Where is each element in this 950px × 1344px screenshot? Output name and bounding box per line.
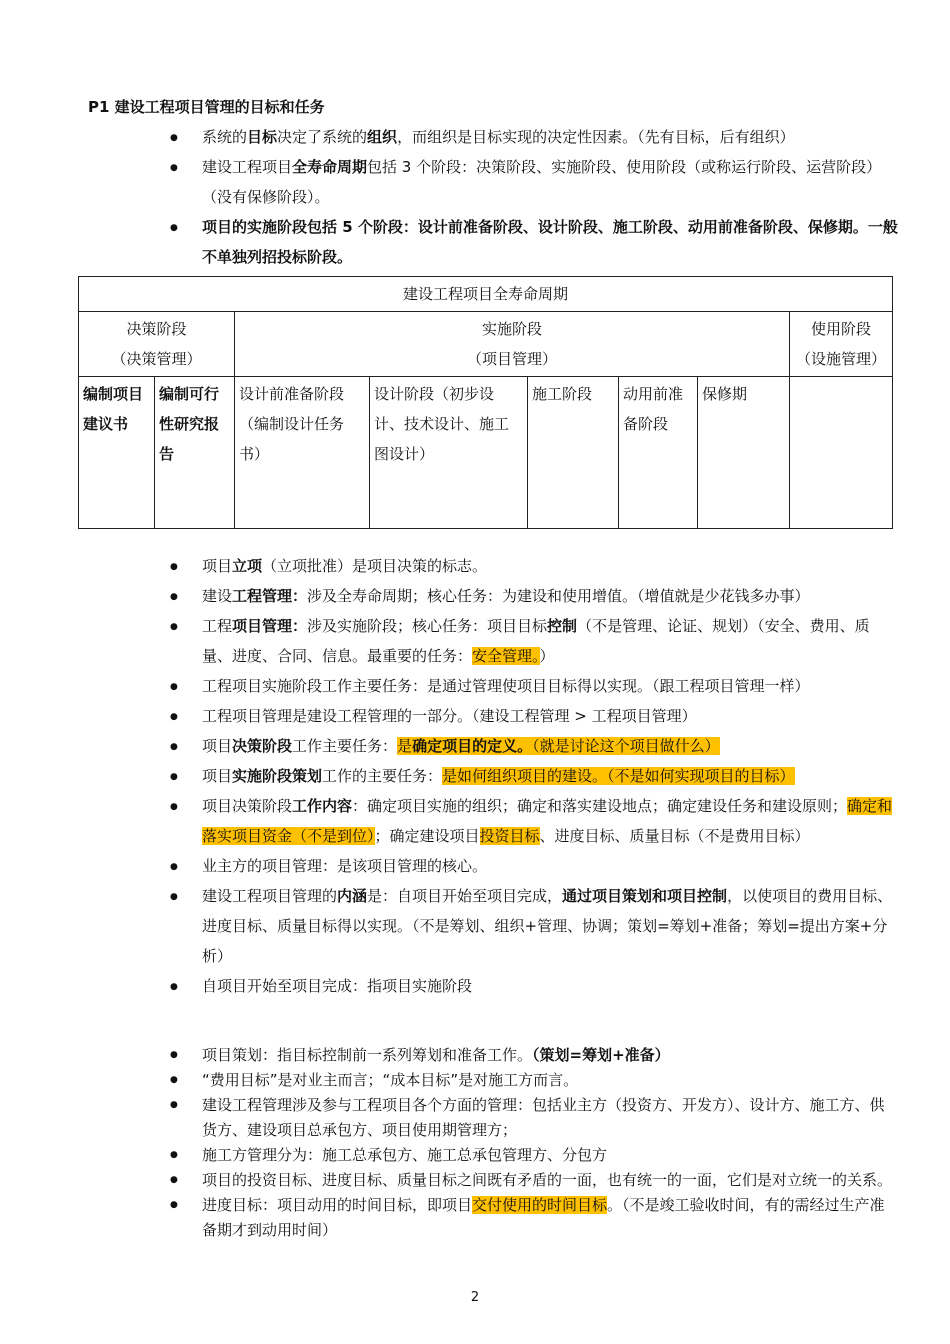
list-item: ● 建设工程项目管理的内涵是：自项目开始至项目完成，通过项目策划和项目控制，以使项目的费用目标、进度目标、质量目标得以实现。（不是筹划、组织+管理、协调；策划=筹划+准备；筹划=提出方案+分析） [0, 881, 950, 971]
list-item: ● 项目策划：指目标控制前一系列筹划和准备工作。（策划=筹划+准备） [0, 1043, 950, 1068]
list-item: ● 工程项目管理是建设工程管理的一部分。（建设工程管理 > 工程项目管理） [0, 701, 950, 731]
table-cell: 编制项目建议书 [79, 377, 155, 529]
bullet-list-compact [0, 1043, 950, 1243]
page-number: 2 [470, 1290, 480, 1305]
usage-stage-cell: 使用阶段 （设施管理） [790, 312, 893, 377]
list-item: ● 建设工程管理：涉及全寿命周期；核心任务：为建设和使用增值。（增值就是少花钱多办事） [0, 581, 950, 611]
list-item: ● 施工方管理分为：施工总承包方、施工总承包管理方、分包方 [0, 1143, 950, 1168]
table-cell: 编制可行性研究报告 [155, 377, 235, 529]
list-item: ● 项目立项（立项批准）是项目决策的标志。 [0, 551, 950, 581]
table-cell: 设计前准备阶段（编制设计任务书） [235, 377, 370, 529]
lifecycle-table [78, 276, 893, 529]
table-header: 建设工程项目全寿命周期 [79, 277, 893, 312]
decision-stage-cell: 决策阶段 （决策管理） [79, 312, 235, 377]
table-cell: 保修期 [698, 377, 790, 529]
list-item: ● 工程项目管理：涉及实施阶段；核心任务：项目目标控制（不是管理、论证、规划）（安全、费用、质量、进度、合同、信息。最重要的任务：安全管理。） [0, 611, 950, 671]
list-item: ● 项目的投资目标、进度目标、质量目标之间既有矛盾的一面，也有统一的一面，它们是对立统一的关系。 [0, 1168, 950, 1193]
list-item: ● 项目决策阶段工作内容：确定项目实施的组织；确定和落实建设地点；确定建设任务和建设原则；确定和落实项目资金（不是到位）；确定建设项目投资目标、进度目标、质量目标（不是费用目标） [0, 791, 950, 851]
bullet-list [0, 551, 950, 1001]
list-item: ● 项目的实施阶段包括 5 个阶段：设计前准备阶段、设计阶段、施工阶段、动用前准备阶段、保修期。一般不单独列招投标阶段。 [0, 212, 950, 272]
list-item: ● 项目实施阶段策划工作的主要任务：是如何组织项目的建设。（不是如何实现项目的目标） [0, 761, 950, 791]
list-item: ● 进度目标：项目动用的时间目标，即项目交付使用的时间目标。（不是竣工验收时间，有的需经过生产准备期才到动用时间） [0, 1193, 950, 1243]
table-cell [790, 377, 893, 529]
list-item: ● 项目决策阶段工作主要任务：是确定项目的定义。（就是讨论这个项目做什么） [0, 731, 950, 761]
list-item: ● 系统的目标决定了系统的组织，而组织是目标实现的决定性因素。（先有目标，后有组织） [0, 122, 950, 152]
list-item: ● 业主方的项目管理：是该项目管理的核心。 [0, 851, 950, 881]
table-cell: 设计阶段（初步设计、技术设计、施工图设计） [370, 377, 528, 529]
table-cell: 动用前准备阶段 [619, 377, 698, 529]
table-cell: 施工阶段 [528, 377, 619, 529]
section-title: P1 建设工程项目管理的目标和任务 [88, 98, 325, 116]
list-item: ● “费用目标”是对业主而言；“成本目标”是对施工方而言。 [0, 1068, 950, 1093]
implementation-stage-cell: 实施阶段 （项目管理） [235, 312, 790, 377]
list-item: ● 建设工程项目全寿命周期包括 3 个阶段：决策阶段、实施阶段、使用阶段（或称运行阶段、运营阶段）（没有保修阶段）。 [0, 152, 950, 212]
list-item: ● 自项目开始至项目完成：指项目实施阶段 [0, 971, 950, 1001]
top-bullet-list [0, 122, 950, 272]
list-item: ● 工程项目实施阶段工作主要任务：是通过管理使项目目标得以实现。（跟工程项目管理一样） [0, 671, 950, 701]
list-item: ● 建设工程管理涉及参与工程项目各个方面的管理：包括业主方（投资方、开发方）、设计方、施工方、供货方、建设项目总承包方、项目使用期管理方； [0, 1093, 950, 1143]
